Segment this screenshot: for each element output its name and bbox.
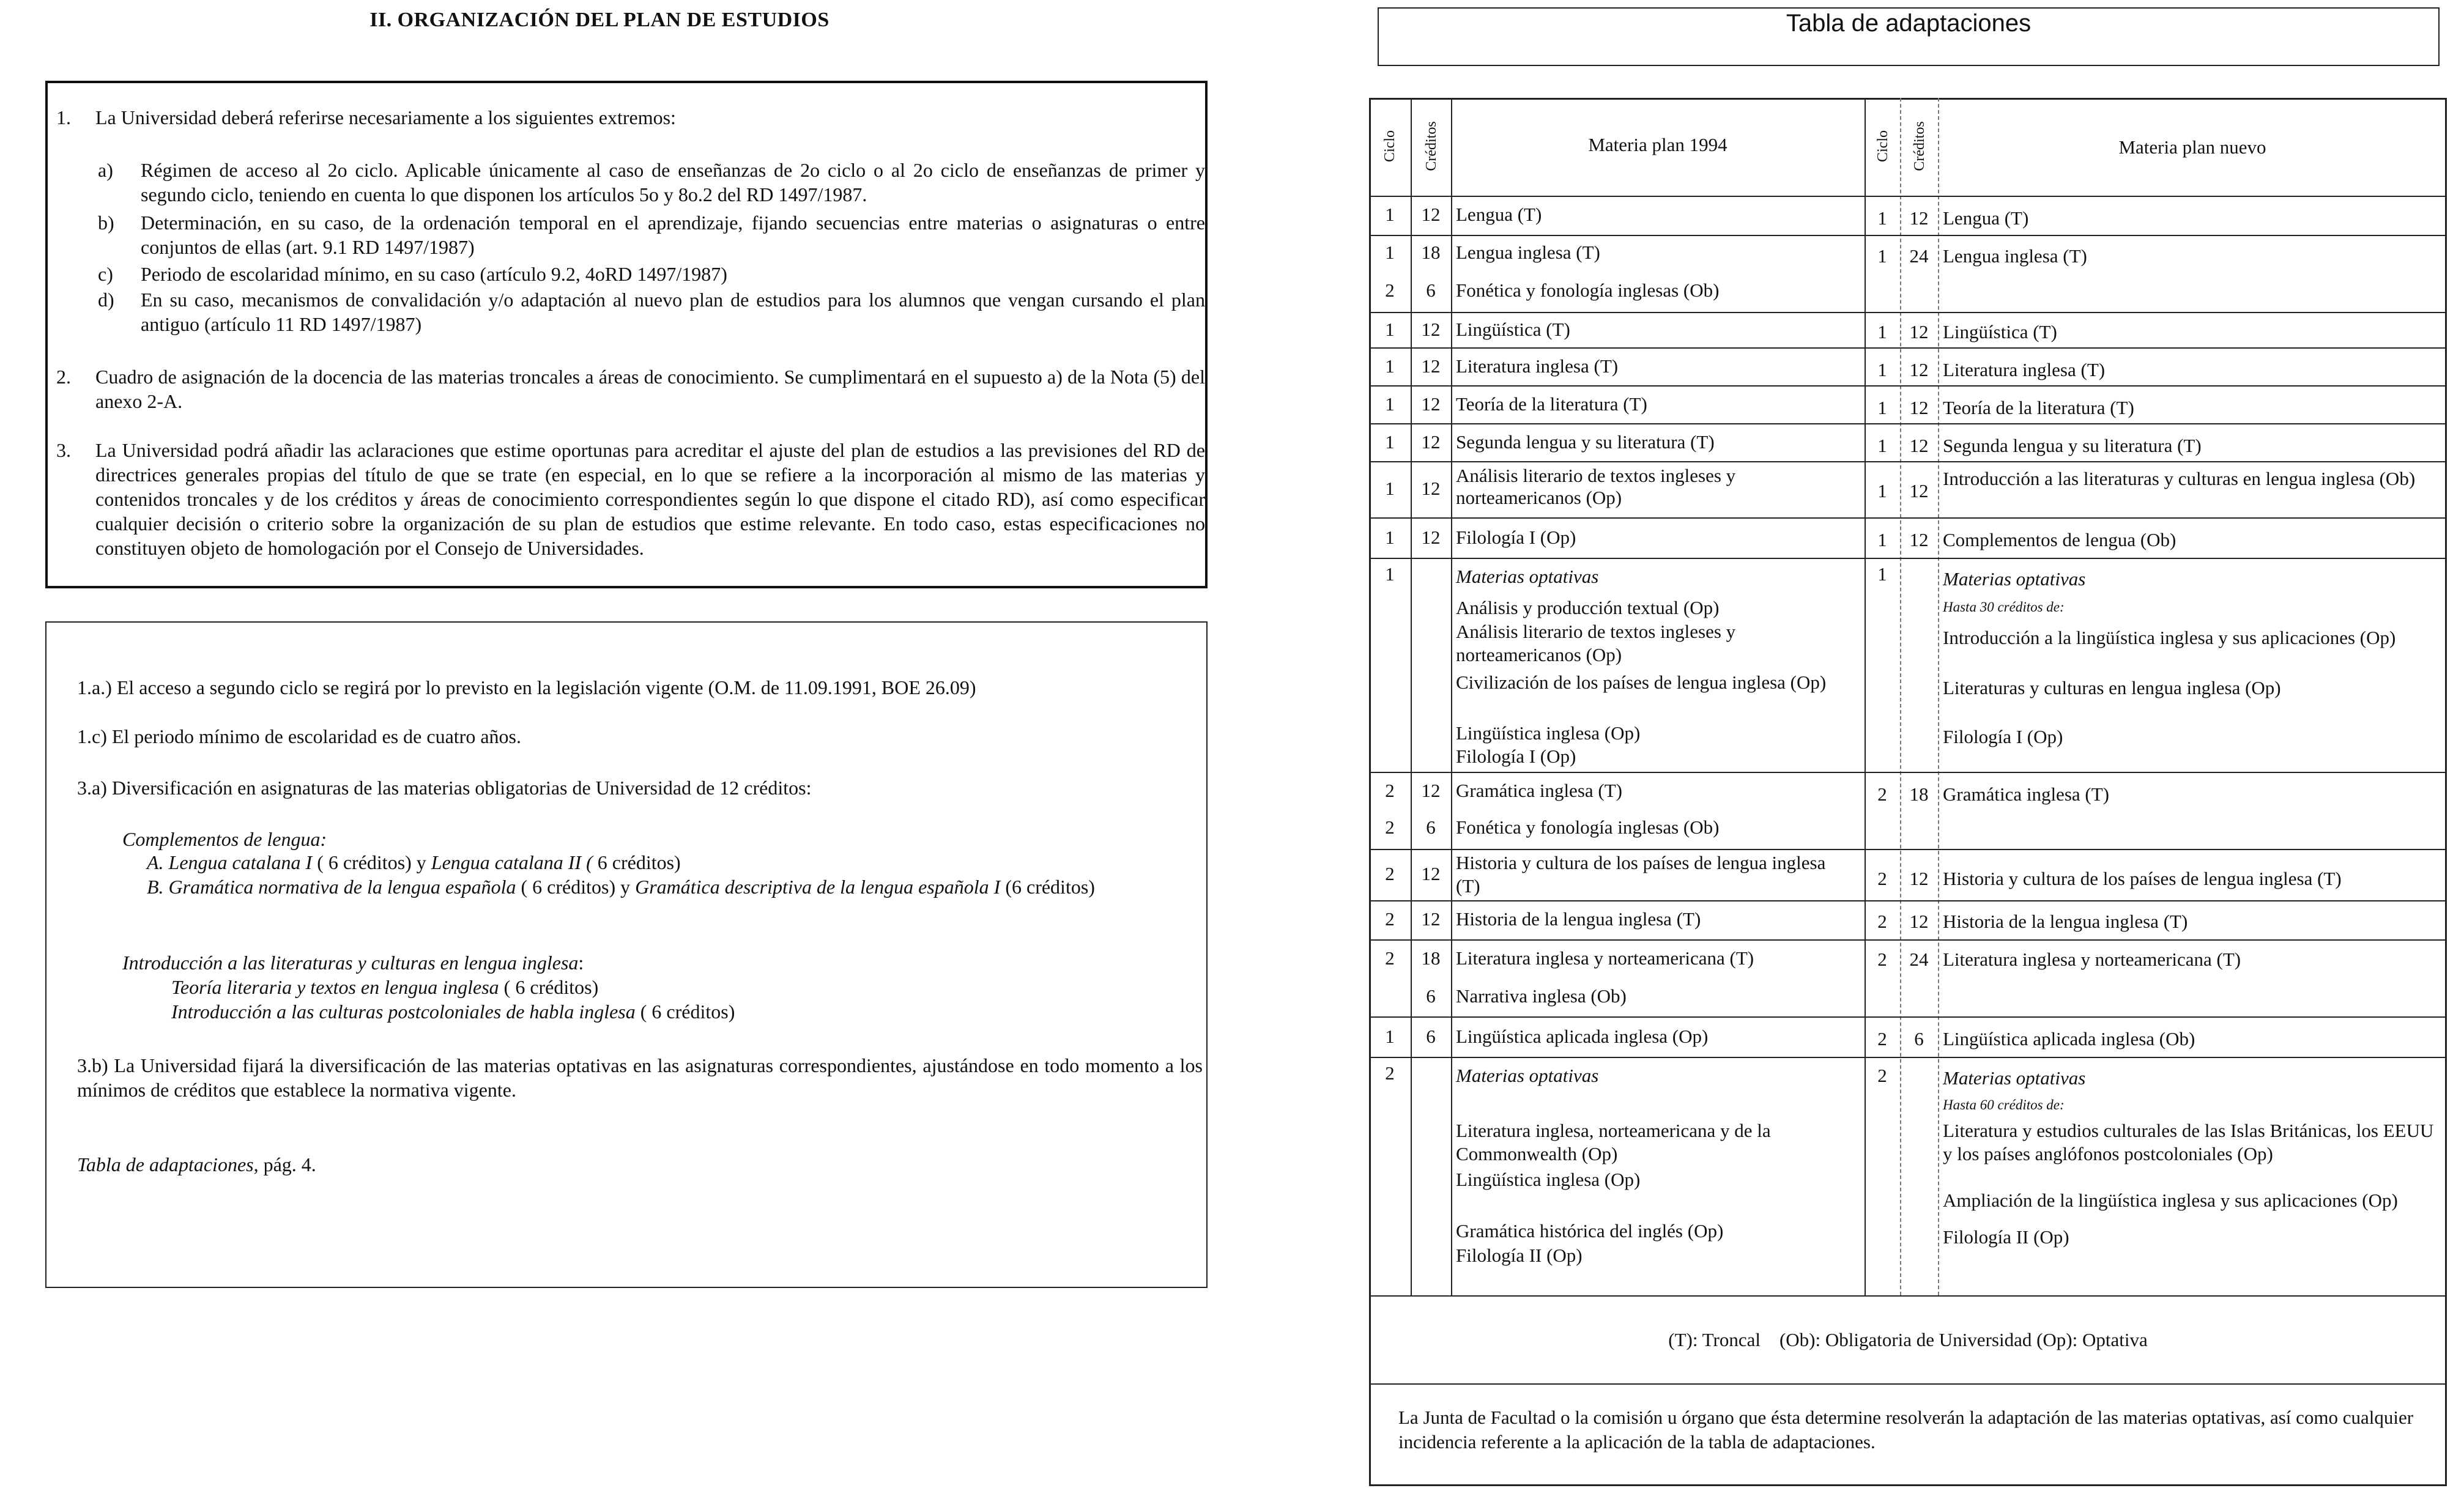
creditos-old: 12 xyxy=(1421,393,1441,415)
col-divider-dashed xyxy=(1900,98,1901,1295)
tabla-reference-page: , pág. 4. xyxy=(253,1153,316,1175)
materia-old: Lengua (T) xyxy=(1456,204,1542,225)
intro-course-2-credits: ( 6 créditos) xyxy=(635,1001,735,1023)
materia-new: Historia de la lengua inglesa (T) xyxy=(1943,911,2188,932)
materia-new: Complementos de lengua (Ob) xyxy=(1943,529,2176,550)
complementos-b xyxy=(147,875,1199,899)
creditos-new: 12 xyxy=(1909,435,1929,456)
row-divider xyxy=(1369,347,2447,349)
materia-new: Historia y cultura de los países de lengua inglesa (T) xyxy=(1943,868,2342,889)
optativas-old-item: Civilización de los países de lengua inglesa (Op) xyxy=(1456,672,1827,693)
ciclo-new: 1 xyxy=(1877,245,1887,267)
materia-old: Lingüística aplicada inglesa (Op) xyxy=(1456,1026,1709,1047)
materia-new: Literatura inglesa (T) xyxy=(1943,359,2106,380)
intro-title-colon: : xyxy=(578,952,584,974)
creditos-new: 24 xyxy=(1909,949,1929,970)
tabla-reference-title: Tabla de adaptaciones xyxy=(77,1153,254,1175)
optativas-new-item: Filología II (Op) xyxy=(1943,1226,2069,1248)
comp-b-credits-1: ( 6 créditos) y xyxy=(516,876,636,898)
item-3-number: 3. xyxy=(56,439,71,461)
creditos-old: 6 xyxy=(1426,279,1436,301)
row-divider xyxy=(1369,900,2447,901)
materia-old: Segunda lengua y su literatura (T) xyxy=(1456,431,1715,453)
creditos-new: 12 xyxy=(1909,321,1929,342)
intro-course-2 xyxy=(171,999,1150,1024)
creditos-old: 6 xyxy=(1426,816,1436,838)
intro-course-1-credits: ( 6 créditos) xyxy=(499,976,599,998)
ciclo-new: 1 xyxy=(1877,207,1887,229)
materia-new: Introducción a las literaturas y culturas en lengua inglesa (Ob) xyxy=(1943,468,2416,489)
ciclo-old: 2 xyxy=(1385,279,1395,301)
col-divider xyxy=(1865,98,1866,1295)
complementos-title: Complementos de lengua: xyxy=(122,828,327,850)
creditos-old: 18 xyxy=(1421,242,1441,263)
creditos-old: 12 xyxy=(1421,431,1441,453)
ciclo-new: 1 xyxy=(1877,563,1887,585)
creditos-old: 12 xyxy=(1421,319,1441,340)
materia-old: Historia y cultura de los países de lengua inglesa (T) xyxy=(1456,852,1826,897)
creditos-old: 12 xyxy=(1421,908,1441,930)
header-materia-nuevo: Materia plan nuevo xyxy=(2118,136,2266,158)
row-divider xyxy=(1369,1295,2447,1297)
materia-old: Análisis literario de textos ingleses y norteamericanos (Op) xyxy=(1456,465,1736,508)
materia-old: Historia de la lengua inglesa (T) xyxy=(1456,908,1701,930)
tabla-title: Tabla de adaptaciones xyxy=(1786,10,2032,37)
ciclo-old: 1 xyxy=(1385,563,1395,585)
col-divider-dashed xyxy=(1938,98,1939,1295)
creditos-new: 12 xyxy=(1909,359,1929,380)
creditos-old: 12 xyxy=(1421,355,1441,377)
creditos-new: 12 xyxy=(1909,397,1929,418)
optativas-new-hasta: Hasta 60 créditos de: xyxy=(1943,1097,2065,1112)
materia-new: Gramática inglesa (T) xyxy=(1943,783,2109,805)
materia-old: Teoría de la literatura (T) xyxy=(1456,393,1647,415)
row-divider xyxy=(1369,849,2447,850)
creditos-new: 24 xyxy=(1909,245,1929,267)
row-divider xyxy=(1369,1016,2447,1018)
creditos-old: 6 xyxy=(1426,985,1436,1007)
sub-a-letter: a) xyxy=(98,159,113,181)
ciclo-new: 1 xyxy=(1877,321,1887,342)
ciclo-new: 1 xyxy=(1877,529,1887,550)
materia-old: Literatura inglesa y norteamericana (T) xyxy=(1456,947,1754,969)
ciclo-old: 1 xyxy=(1385,393,1395,415)
comp-a-course-1: Lengua catalana I xyxy=(168,851,313,873)
optativas-new-hasta: Hasta 30 créditos de: xyxy=(1943,599,2065,615)
materia-new: Lingüística aplicada inglesa (Ob) xyxy=(1943,1028,2195,1049)
creditos-old: 12 xyxy=(1421,780,1441,801)
intro-course-2-name: Introducción a las culturas postcoloniales de habla inglesa xyxy=(171,1001,636,1023)
intro-title xyxy=(122,950,584,975)
comp-a-label: A. xyxy=(147,851,164,873)
sub-b-text: Determinación, en su caso, de la ordenación temporal en el aprendizaje, fijando secuencias entre materias o asignaturas o entre conjuntos de ellas (art. 9.1 RD 1497/1987) xyxy=(141,212,1205,258)
optativas-old-item: Análisis literario de textos ingleses y norteamericanos (Op) xyxy=(1456,621,1736,665)
comp-b-course-1: Gramática normativa de la lengua española xyxy=(168,876,516,898)
comp-b-label: B. xyxy=(147,876,164,898)
creditos-new: 12 xyxy=(1909,480,1929,502)
optativas-new-item: Literaturas y culturas en lengua inglesa (Op) xyxy=(1943,677,2281,698)
ciclo-old: 2 xyxy=(1385,947,1395,969)
creditos-old: 12 xyxy=(1421,204,1441,225)
optativas-new-title: Materias optativas xyxy=(1943,1067,2086,1089)
optativas-new-title: Materias optativas xyxy=(1943,568,2086,590)
note-1a: 1.a.) El acceso a segundo ciclo se regirá por lo previsto en la legislación vigente (O.M. de 11.09.1991, BOE 26.09) xyxy=(77,676,976,698)
optativas-new-item: Introducción a la lingüística inglesa y sus aplicaciones (Op) xyxy=(1943,627,2396,648)
row-divider xyxy=(1369,312,2447,313)
ciclo-new: 2 xyxy=(1877,1028,1887,1049)
ciclo-old: 1 xyxy=(1385,242,1395,263)
sub-d-text: En su caso, mecanismos de convalidación y/o adaptación al nuevo plan de estudios para los alumnos que vengan cursando el plan antiguo (artículo 11 RD 1497/1987) xyxy=(141,289,1205,335)
comp-b-credits-2: (6 créditos) xyxy=(1000,876,1095,898)
row-divider xyxy=(1369,517,2447,519)
row-divider xyxy=(1369,772,2447,773)
header-ciclo-old: Ciclo xyxy=(1382,130,1398,162)
ciclo-new: 2 xyxy=(1877,949,1887,970)
optativas-old-title: Materias optativas xyxy=(1456,1065,1599,1086)
ciclo-old: 2 xyxy=(1385,780,1395,801)
creditos-old: 12 xyxy=(1421,478,1441,499)
ciclo-new: 2 xyxy=(1877,1065,1887,1086)
ciclo-new: 2 xyxy=(1877,911,1887,932)
optativas-old-item: Filología II (Op) xyxy=(1456,1245,1583,1266)
ciclo-new: 1 xyxy=(1877,397,1887,418)
intro-course-1-name: Teoría literaria y textos en lengua inglesa xyxy=(171,976,499,998)
item-2-number: 2. xyxy=(56,366,71,388)
row-divider xyxy=(1369,1383,2447,1385)
ciclo-new: 1 xyxy=(1877,480,1887,502)
row-divider xyxy=(1369,461,2447,462)
legend: (T): Troncal (Ob): Obligatoria de Universidad (Op): Optativa xyxy=(1668,1329,2148,1350)
materia-old: Gramática inglesa (T) xyxy=(1456,780,1622,801)
row-divider xyxy=(1369,423,2447,424)
materia-new: Teoría de la literatura (T) xyxy=(1943,397,2134,418)
ciclo-old: 2 xyxy=(1385,1062,1395,1084)
comp-b-course-2: Gramática descriptiva de la lengua española I xyxy=(635,876,1001,898)
item-3-text: La Universidad podrá añadir las aclaraciones que estime oportunas para acreditar el ajuste del plan de estudios a las previsiones del RD de directrices generales propias del título de que se trate (en especial, en lo que se refiere a la incorporación al mismo de las materias y contenidos troncales y de los créditos y áreas de conocimiento correspondientes según lo que dispone el citado RD), así como especificar cualquier decisión o criterio sobre la organización de su plan de estudios que estime relevante. En todo caso, estas especificaciones no constituyen objeto de homologación por el Consejo de Universidades. xyxy=(95,439,1205,559)
note-3a: 3.a) Diversificación en asignaturas de las materias obligatorias de Universidad de 12 créditos: xyxy=(77,777,812,799)
tabla-reference xyxy=(77,1152,316,1177)
sub-b-letter: b) xyxy=(98,212,114,234)
intro-title-text: Introducción a las literaturas y culturas en lengua inglesa xyxy=(122,952,579,974)
optativas-new-item: Filología I (Op) xyxy=(1943,726,2063,747)
optativas-new-item: Ampliación de la lingüística inglesa y sus aplicaciones (Op) xyxy=(1943,1190,2398,1211)
ciclo-new: 1 xyxy=(1877,435,1887,456)
ciclo-old: 2 xyxy=(1385,816,1395,838)
optativas-old-item: Filología I (Op) xyxy=(1456,746,1576,767)
optativas-old-item: Análisis y producción textual (Op) xyxy=(1456,597,1720,618)
row-divider xyxy=(1369,196,2447,197)
ciclo-old: 1 xyxy=(1385,1026,1395,1047)
ciclo-new: 1 xyxy=(1877,359,1887,380)
col-divider xyxy=(1411,98,1412,1295)
sub-c-letter: c) xyxy=(98,263,113,285)
materia-old: Fonética y fonología inglesas (Ob) xyxy=(1456,279,1720,301)
ciclo-new: 2 xyxy=(1877,868,1887,889)
optativas-new-item: Literatura y estudios culturales de las Islas Británicas, los EEUU y los países anglófonos postcoloniales (Op) xyxy=(1943,1120,2434,1164)
header-creditos-old: Créditos xyxy=(1423,121,1439,171)
adaptation-note: La Junta de Facultad o la comisión u órgano que ésta determine resolverán la adaptación de las materias optativas, así como cualquier incidencia referente a la aplicación de la tabla de adaptaciones. xyxy=(1398,1407,2414,1453)
item-1-text: La Universidad deberá referirse necesariamente a los siguientes extremos: xyxy=(95,106,676,128)
sub-d-letter: d) xyxy=(98,289,114,311)
col-divider xyxy=(1451,98,1452,1295)
materia-new: Lingüística (T) xyxy=(1943,321,2057,342)
materia-old: Narrativa inglesa (Ob) xyxy=(1456,985,1627,1007)
ciclo-old: 2 xyxy=(1385,863,1395,884)
optativas-old-item: Gramática histórica del inglés (Op) xyxy=(1456,1220,1724,1242)
row-divider xyxy=(1369,939,2447,941)
item-2-text: Cuadro de asignación de la docencia de las materias troncales a áreas de conocimiento. Se cumplimentará en el supuesto a) de la Nota (5) del anexo 2-A. xyxy=(95,366,1205,412)
note-3b: 3.b) La Universidad fijará la diversificación de las materias optativas en las asignaturas correspondientes, ajustándose en todo momento a los mínimos de créditos que establece la normativa vigente. xyxy=(77,1054,1203,1101)
materia-old: Filología I (Op) xyxy=(1456,527,1576,548)
complementos-a xyxy=(147,850,1187,875)
creditos-new: 12 xyxy=(1909,868,1929,889)
creditos-old: 12 xyxy=(1421,863,1441,884)
comp-a-credits-2: 6 créditos) xyxy=(592,851,681,873)
materia-old: Lengua inglesa (T) xyxy=(1456,242,1600,263)
ciclo-old: 1 xyxy=(1385,431,1395,453)
materia-new: Literatura inglesa y norteamericana (T) xyxy=(1943,949,2241,970)
materia-new: Lengua (T) xyxy=(1943,207,2029,229)
ciclo-old: 1 xyxy=(1385,527,1395,548)
page-heading: II. ORGANIZACIÓN DEL PLAN DE ESTUDIOS xyxy=(369,9,829,31)
item-1-number: 1. xyxy=(56,106,71,128)
header-ciclo-new: Ciclo xyxy=(1875,130,1891,162)
row-divider xyxy=(1369,235,2447,236)
materia-old: Fonética y fonología inglesas (Ob) xyxy=(1456,816,1720,838)
comp-a-course-2: Lengua catalana II ( xyxy=(431,851,593,873)
optativas-old-item: Lingüística inglesa (Op) xyxy=(1456,722,1641,744)
comp-a-credits-1: ( 6 créditos) y xyxy=(312,851,431,873)
creditos-new: 12 xyxy=(1909,529,1929,550)
materia-old: Literatura inglesa (T) xyxy=(1456,355,1619,377)
header-creditos-new: Créditos xyxy=(1912,121,1928,171)
note-1c: 1.c) El periodo mínimo de escolaridad es de cuatro años. xyxy=(77,725,521,747)
ciclo-old: 1 xyxy=(1385,204,1395,225)
creditos-new: 12 xyxy=(1909,911,1929,932)
creditos-new: 18 xyxy=(1909,783,1929,805)
optativas-old-item: Literatura inglesa, norteamericana y de la Commonwealth (Op) xyxy=(1456,1120,1771,1164)
optativas-old-item: Lingüística inglesa (Op) xyxy=(1456,1169,1641,1190)
materia-new: Segunda lengua y su literatura (T) xyxy=(1943,435,2202,456)
row-divider xyxy=(1369,1057,2447,1058)
materia-new: Lengua inglesa (T) xyxy=(1943,245,2087,267)
ciclo-old: 1 xyxy=(1385,355,1395,377)
creditos-old: 12 xyxy=(1421,527,1441,548)
creditos-new: 6 xyxy=(1914,1028,1924,1049)
header-materia-1994: Materia plan 1994 xyxy=(1588,134,1727,155)
row-divider xyxy=(1369,385,2447,387)
ciclo-old: 1 xyxy=(1385,319,1395,340)
creditos-old: 18 xyxy=(1421,947,1441,969)
sub-c-text: Periodo de escolaridad mínimo, en su caso (artículo 9.2, 4oRD 1497/1987) xyxy=(141,263,727,285)
ciclo-old: 2 xyxy=(1385,908,1395,930)
optativas-old-title: Materias optativas xyxy=(1456,566,1599,587)
row-divider xyxy=(1369,558,2447,559)
sub-a-text: Régimen de acceso al 2o ciclo. Aplicable únicamente al caso de enseñanzas de 2o ciclo o al 2o ciclo de enseñanzas de primer y segundo ciclo, teniendo en cuenta lo que disponen los artículos 5o y 8o.2 del RD 1497/1987. xyxy=(141,159,1205,205)
creditos-old: 6 xyxy=(1426,1026,1436,1047)
creditos-new: 12 xyxy=(1909,207,1929,229)
materia-old: Lingüística (T) xyxy=(1456,319,1570,340)
intro-course-1 xyxy=(171,975,1150,999)
ciclo-new: 2 xyxy=(1877,783,1887,805)
ciclo-old: 1 xyxy=(1385,478,1395,499)
